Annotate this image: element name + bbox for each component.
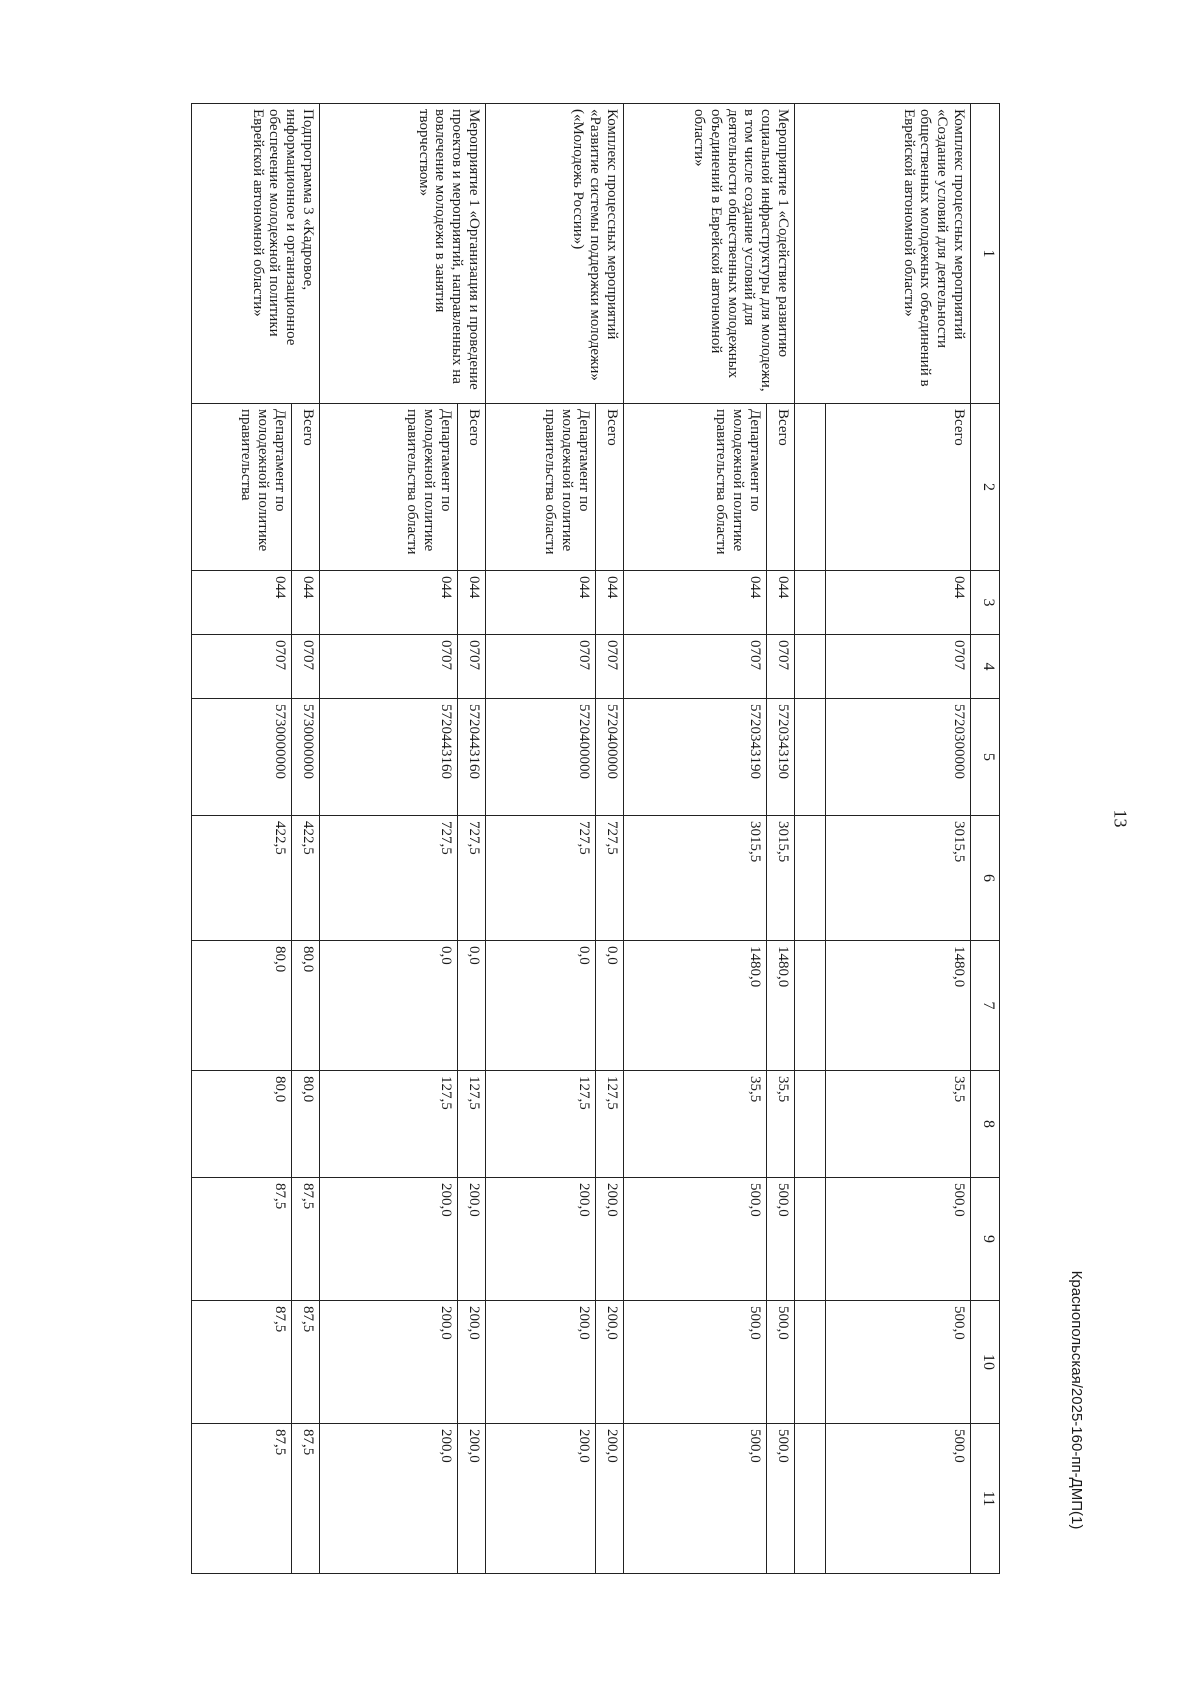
- value-cell: 127,5: [458, 1071, 486, 1178]
- value-cell: [795, 1424, 826, 1574]
- target-article-cell: 5720343190: [624, 699, 767, 816]
- target-article-cell: 5720443160: [320, 699, 458, 816]
- section-code-cell: 0707: [624, 635, 767, 699]
- value-cell: 0,0: [458, 941, 486, 1071]
- value-cell: 127,5: [596, 1071, 624, 1178]
- target-article-cell: 5720400000: [596, 699, 624, 816]
- grbs-cell: 044: [596, 571, 624, 635]
- executor-cell: Департамент по молодежной политике правительства области: [486, 404, 596, 571]
- value-cell: 35,5: [826, 1071, 971, 1178]
- grbs-cell: 044: [292, 571, 320, 635]
- value-cell: 200,0: [596, 1301, 624, 1424]
- table-rotation-frame: [100, 103, 1000, 1573]
- section-code-cell: 0707: [767, 635, 795, 699]
- page-number: 13: [1110, 809, 1131, 828]
- target-article-cell: 5730000000: [292, 699, 320, 816]
- value-cell: 35,5: [624, 1071, 767, 1178]
- program-item-name: Комплекс процессных мероприятий «Создание условий для деятельности общественных молодежных объединений в Еврейской автономной области»: [795, 104, 971, 404]
- value-cell: 500,0: [624, 1301, 767, 1424]
- value-cell-total: 422,5: [192, 816, 292, 941]
- header-col-1: 1: [971, 104, 1000, 404]
- table-row: [767, 104, 795, 1574]
- header-row: [971, 104, 1000, 1574]
- table-row: [292, 104, 320, 1574]
- header-col-7: 7: [971, 941, 1000, 1071]
- value-cell: 87,5: [292, 1424, 320, 1574]
- header-col-2: 2: [971, 404, 1000, 571]
- grbs-cell: 044: [458, 571, 486, 635]
- value-cell-total: 727,5: [596, 816, 624, 941]
- value-cell: 500,0: [767, 1178, 795, 1301]
- header-col-10: 10: [971, 1301, 1000, 1424]
- header-col-6: 6: [971, 816, 1000, 941]
- value-cell: 87,5: [192, 1301, 292, 1424]
- value-cell: 1480,0: [826, 941, 971, 1071]
- header-col-9: 9: [971, 1178, 1000, 1301]
- value-cell-total: 727,5: [320, 816, 458, 941]
- value-cell-total: 3015,5: [624, 816, 767, 941]
- value-cell: 80,0: [292, 941, 320, 1071]
- value-cell: 200,0: [320, 1424, 458, 1574]
- value-cell: 500,0: [624, 1178, 767, 1301]
- section-code-cell: [795, 635, 826, 699]
- value-cell: 500,0: [826, 1424, 971, 1574]
- target-article-cell: 5720300000: [826, 699, 971, 816]
- value-cell: 200,0: [458, 1178, 486, 1301]
- value-cell: 80,0: [192, 1071, 292, 1178]
- value-cell: [795, 1071, 826, 1178]
- rotated-table-area: [100, 103, 1000, 1573]
- value-cell: 80,0: [192, 941, 292, 1071]
- value-cell: 500,0: [826, 1301, 971, 1424]
- executor-cell: Всего: [826, 404, 971, 571]
- executor-cell: Департамент по молодежной политике правительства области: [320, 404, 458, 571]
- value-cell-total: [795, 816, 826, 941]
- value-cell: 500,0: [826, 1178, 971, 1301]
- table-header: [971, 104, 1000, 1574]
- value-cell: 87,5: [292, 1301, 320, 1424]
- value-cell: 500,0: [767, 1301, 795, 1424]
- executor-cell: Всего: [596, 404, 624, 571]
- executor-cell: Всего: [458, 404, 486, 571]
- value-cell: 200,0: [458, 1424, 486, 1574]
- footer-document-reference: Краснопольская/2025-160-пп-ДМП(1): [1068, 1270, 1085, 1530]
- grbs-cell: 044: [486, 571, 596, 635]
- executor-cell: Департамент по молодежной политике правительства: [192, 404, 292, 571]
- value-cell-total: 727,5: [486, 816, 596, 941]
- target-article-cell: 5720400000: [486, 699, 596, 816]
- header-col-8: 8: [971, 1071, 1000, 1178]
- value-cell: 80,0: [292, 1071, 320, 1178]
- section-code-cell: 0707: [192, 635, 292, 699]
- value-cell: 35,5: [767, 1071, 795, 1178]
- target-article-cell: [795, 699, 826, 816]
- value-cell-total: 422,5: [292, 816, 320, 941]
- executor-cell: Департамент по молодежной политике правительства области: [624, 404, 767, 571]
- table-row: [826, 104, 971, 1574]
- value-cell: 200,0: [486, 1301, 596, 1424]
- target-article-cell: 5730000000: [192, 699, 292, 816]
- section-code-cell: 0707: [826, 635, 971, 699]
- section-code-cell: 0707: [320, 635, 458, 699]
- value-cell: 0,0: [596, 941, 624, 1071]
- executor-cell: Всего: [292, 404, 320, 571]
- program-item-name: Мероприятие 1 «Организация и проведение проектов и мероприятий, направленных на вовлечение молодежи в занятия творчеством»: [320, 104, 486, 404]
- value-cell: 87,5: [192, 1424, 292, 1574]
- grbs-cell: 044: [826, 571, 971, 635]
- budget-table: [191, 103, 1000, 1574]
- target-article-cell: 5720443160: [458, 699, 486, 816]
- value-cell: [795, 1301, 826, 1424]
- value-cell: 200,0: [320, 1178, 458, 1301]
- value-cell: 200,0: [486, 1178, 596, 1301]
- value-cell-total: 3015,5: [767, 816, 795, 941]
- grbs-cell: 044: [767, 571, 795, 635]
- table-row: [458, 104, 486, 1574]
- value-cell: 127,5: [486, 1071, 596, 1178]
- grbs-cell: 044: [192, 571, 292, 635]
- value-cell: 87,5: [292, 1178, 320, 1301]
- value-cell: 200,0: [596, 1178, 624, 1301]
- value-cell: 200,0: [458, 1301, 486, 1424]
- target-article-cell: 5720343190: [767, 699, 795, 816]
- section-code-cell: 0707: [486, 635, 596, 699]
- header-col-11: 11: [971, 1424, 1000, 1574]
- value-cell: 200,0: [486, 1424, 596, 1574]
- value-cell: 1480,0: [767, 941, 795, 1071]
- value-cell: 0,0: [486, 941, 596, 1071]
- executor-cell: [795, 404, 826, 571]
- value-cell: 500,0: [624, 1424, 767, 1574]
- value-cell: [795, 941, 826, 1071]
- header-col-4: 4: [971, 635, 1000, 699]
- section-code-cell: 0707: [292, 635, 320, 699]
- value-cell: 1480,0: [624, 941, 767, 1071]
- program-item-name: Мероприятие 1 «Содействие развитию социальной инфраструктуры для молодежи, в том числе создание условий для деятельности общественных молодежных объединений в Еврейской автономной области»: [624, 104, 795, 404]
- program-item-name: Комплекс процессных мероприятий «Развитие системы поддержки молодежи» («Молодежь России»): [486, 104, 624, 404]
- grbs-cell: 044: [624, 571, 767, 635]
- executor-cell: Всего: [767, 404, 795, 571]
- header-col-3: 3: [971, 571, 1000, 635]
- value-cell-total: 3015,5: [826, 816, 971, 941]
- value-cell: 500,0: [767, 1424, 795, 1574]
- grbs-cell: [795, 571, 826, 635]
- section-code-cell: 0707: [596, 635, 624, 699]
- section-code-cell: 0707: [458, 635, 486, 699]
- value-cell: 0,0: [320, 941, 458, 1071]
- header-col-5: 5: [971, 699, 1000, 816]
- program-item-name: Подпрограмма 3 «Кадровое, информационное и организационное обеспечение молодежной политики Еврейской автономной области»: [192, 104, 320, 404]
- value-cell: [795, 1178, 826, 1301]
- value-cell: 127,5: [320, 1071, 458, 1178]
- grbs-cell: 044: [320, 571, 458, 635]
- table-row: [596, 104, 624, 1574]
- value-cell-total: 727,5: [458, 816, 486, 941]
- value-cell: 87,5: [192, 1178, 292, 1301]
- value-cell: 200,0: [320, 1301, 458, 1424]
- value-cell: 200,0: [596, 1424, 624, 1574]
